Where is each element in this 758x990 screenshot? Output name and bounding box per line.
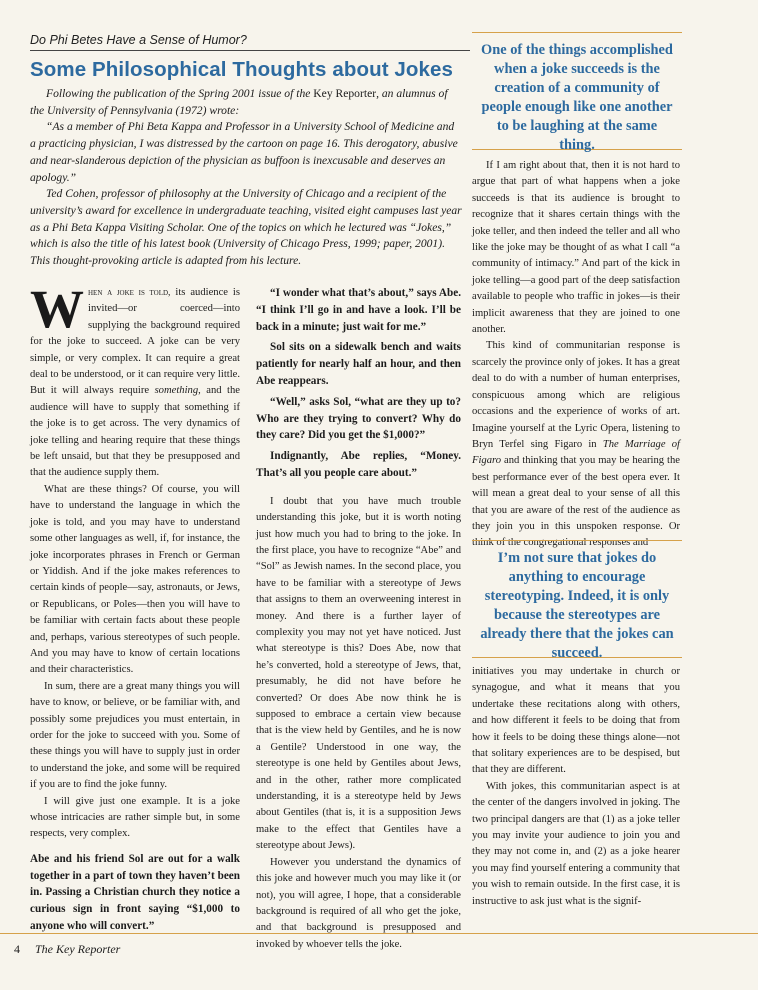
footer-rule: [0, 933, 758, 934]
opening-text-end: , and the audience will have to supply that something if the joke is to get across. The very dynamics of joke telling and hearing require that these things be left unsaid, but that they be presupposed and that the audience supply them.: [30, 385, 240, 479]
body-column-2: [256, 285, 461, 953]
body-paragraph: In sum, there are a great many things you will have to know, or believe, or be familiar with, and possibly some prejudices you must entertain, in order for the joke to succeed with you. Some of these things you will have to supply just in order to understand the joke, and some will be required if you are to find the joke funny.: [30, 680, 240, 791]
body-paragraph: However you understand the dynamics of this joke and however much you may like it (or not), you will agree, I hope, that a considerable background is required of all who get the joke, and that background is presupposed and invoked by whoever tells the joke.: [256, 856, 461, 950]
paragraph-text: This kind of communitarian response is scarcely the province only of jokes. It has a great deal to do with a number of human enterprises, conspicuous among which are religious occasions and the experience of works of art. Imagine yourself at the Lyric Opera, listening to Bryn Terfel sing Figaro in: [472, 340, 680, 450]
opera-title: The Marriage of Figaro: [472, 438, 680, 467]
body-paragraph: I will give just one example. It is a joke whose intricacies are rather simple but, in some respects, very complex.: [30, 795, 240, 840]
body-paragraph: initiatives you may undertake in church or synagogue, and what it means that you undertake these recitations along with others, and how different it feels to be doing that from how it feels to be doing these things alone—not that solitary experiences are to be despised, but that they are different.: [472, 666, 680, 776]
emphasis-word: something: [154, 385, 199, 397]
opening-text: its audience is invited—or coerced—into supplying the background required for the joke to succeed. A joke can be very simple, or very complex. It can require a great deal to be understood, or it can require very little. But it will always require: [30, 287, 240, 397]
body-paragraph: I doubt that you have much trouble understanding this joke, but it is worth noting just how much you had to bring to the joke. In the first place, you have to recognize “Abe” and “Sol” as Jewish names. In the second place, you have to be familiar with a stereotype of Jews that assigns to them an overweening interest in money. And there is a further layer of complexity you may not yet have noticed. Just what stereotype is this? Does Abe, now that he’s converted, hold a stereotype of Jews, that, presumably, he did not have before he converted? Or does Abe now think he is supposed to embrace a certain view because that is the view held by Gentiles, and he is now a Gentile? Understood in one way, the stereotype is one held by Gentiles about Jews, and in the other, rather more complicated understanding, it is a stereotype held by Jews about Gentiles (that is, it is a supposition Jews make to the effect that Gentiles have a stereotype about Jews).: [256, 495, 461, 852]
drop-cap: W: [30, 279, 84, 339]
paragraph-text-end: and thinking that you may be hearing the best performance ever of the best opera ever. It will mean a great deal to your sense of all this that you are aware of the rest of the audience as they join you in this unspoken response. Or think of the congregational responses and: [472, 455, 680, 549]
body-paragraph: With jokes, this communitarian aspect is at the center of the dangers involved in joking. The two principal dangers are that (1) as a joke teller you may invite your audience to join you and they may not come in, and (2) as a joke hearer you may find yourself entering a community that you wish to remain outside. In the first case, it is instructive to ask just what is the signif-: [472, 780, 681, 907]
publication-name: The Key Reporter: [35, 942, 121, 956]
body-paragraph: If I am right about that, then it is not hard to argue that part of what happens when a joke succeeds is that its audience is brought to recognize that it shares certain things with the joke teller, and then indeed the teller and all who like the joke may be thought of as what I call “a community of intimacy.” And part of the kick in joke telling—a good part of the deep satisfaction available to people who traffic in jokes—is their implicit awareness that they are joined to one another.: [472, 160, 680, 336]
joke-text: “Well,” asks Sol, “what are they up to? Who are they trying to convert? Why do they care? Did you get the $1,000?”: [256, 395, 461, 442]
article-title: Some Philosophical Thoughts about Jokes: [30, 58, 454, 81]
body-paragraph: [472, 338, 680, 551]
body-column-3-bottom: [472, 664, 680, 910]
pull-quote-1: One of the things accomplished when a joke succeeds is the creation of a community of people enough like one another to be laughing at the same thing.: [472, 32, 682, 150]
body-column-3-top: [472, 158, 680, 552]
joke-punchline: Indignantly, Abe replies, “Money. That’s all you people care about.”: [256, 450, 461, 479]
article-intro: [30, 86, 462, 270]
lead-in-smallcaps: hen a joke is told,: [88, 287, 171, 298]
body-paragraph: What are these things? Of course, you will have to understand the language in which the joke is told, and you may have to understand some other languages as well, if, for instance, the joke incorporates phrases in French or German or Yiddish. And if the joke makes references to certain kinds of people—say, astronauts, or Jews, or Republicans, or Poles—then you will have to be familiar with certain facts about these people and, perhaps, various stereotypes of such people. And you may have to know of certain locations and their characteristics.: [30, 483, 240, 676]
opening-paragraph: [30, 279, 240, 482]
page-footer: [14, 942, 120, 957]
joke-text: Abe and his friend Sol are out for a walk together in a part of town they haven’t been in. Passing a Christian church they notice a curious sign in front saying “$1,000 to anyone who will convert.”: [30, 852, 240, 932]
intro-author-bio: Ted Cohen, professor of philosophy at the University of Chicago and a recipient of the university’s award for excellence in undergraduate teaching, visited eight campuses last year as a Phi Beta Kappa Visiting Scholar. One of the topics on which he lectured was “Jokes,” which is also the title of his latest book (University of Chicago Press, 1999; paper, 2001). This thought-provoking article is adapted from his lecture.: [30, 187, 462, 268]
section-kicker: Do Phi Betes Have a Sense of Humor?: [30, 33, 470, 51]
page-number: 4: [14, 942, 20, 956]
intro-publication-name: Key Reporter: [313, 87, 377, 100]
intro-p1-text: Following the publication of the Spring 2001 issue of the: [46, 87, 314, 100]
intro-p1-text-end: , an alumnus of the University of Pennsylvania (1972) wrote:: [30, 87, 448, 117]
intro-paragraph-1: [30, 86, 462, 119]
joke-text: “I wonder what that’s about,” says Abe. “I think I’ll go in and have a look. I’ll be back in a minute; just wait for me.”: [256, 287, 461, 333]
intro-letter-quote: “As a member of Phi Beta Kappa and Professor in a University School of Medicine and a practicing physician, I was distressed by the cartoon on page 16. This derogatory, abusive and near-slanderous depiction of the physician as buffoon is inexcusable and deserves an apology.”: [30, 120, 458, 184]
body-column-1: [30, 279, 240, 943]
joke-text: Sol sits on a sidewalk bench and waits patiently for nearly half an hour, and then Abe reappears.: [256, 341, 461, 387]
pull-quote-2: I’m not sure that jokes do anything to encourage stereotyping. Indeed, it is only because the stereotypes are already there that the jokes can succeed.: [472, 540, 682, 658]
